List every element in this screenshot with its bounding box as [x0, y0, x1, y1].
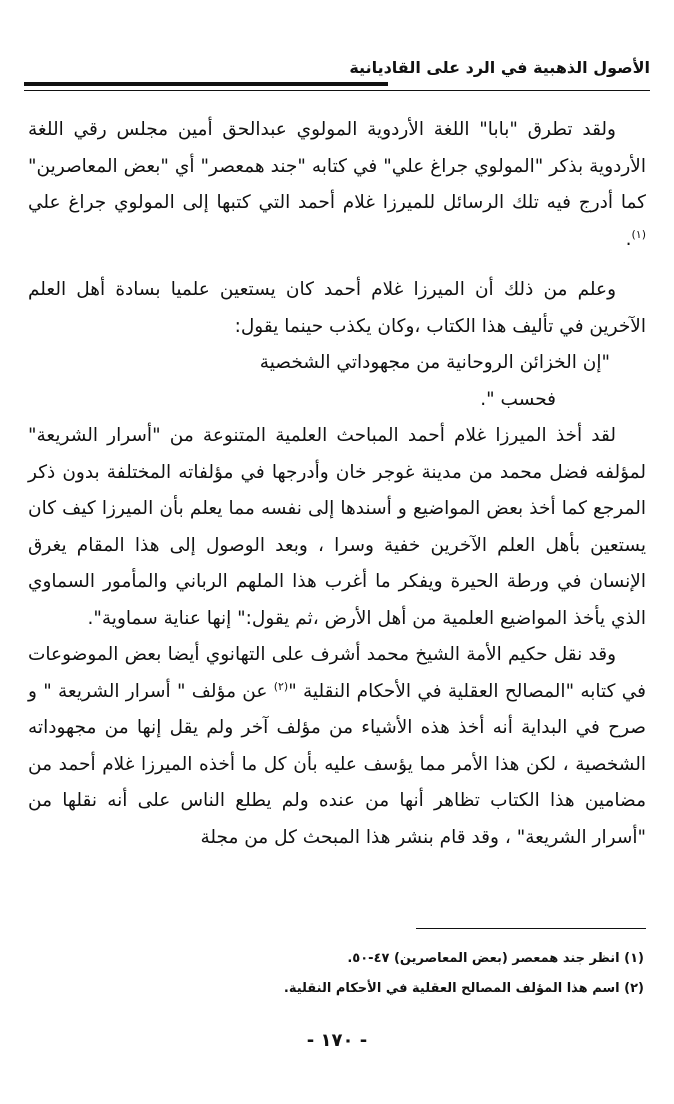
paragraph-1-text: ولقد تطرق "بابا" اللغة الأردوية المولوي عبدالحق أمين مجلس رقي اللغة الأردوية بذكر "المولوي جراغ علي" في كتابه "جند همعصر" أي "بعض المعاصرين" كما أدرج فيه تلك الرسائل للميرزا غلام أحمد التي كتبها إلى المولوي جراغ علي	[28, 119, 646, 213]
header-rule-thin	[24, 90, 650, 91]
paragraph-1: ولقد تطرق "بابا" اللغة الأردوية المولوي عبدالحق أمين مجلس رقي اللغة الأردوية بذكر "المولوي جراغ علي" في كتابه "جند همعصر" أي "بعض المعاصرين" كما أدرج فيه تلك الرسائل للميرزا غلام أحمد التي كتبها إلى المولوي جراغ علي $^{(١)}$.	[28, 119, 646, 250]
paragraph-4-text-b: عن مؤلف " أسرار الشريعة " و صرح في البداية أنه أخذ هذه الأشياء من مؤلف آخر ولم يقل إنها من مجهوداته الشخصية ، لكن هذا الأمر مما يؤسف عليه بأن كل ما أخذه الميرزا غلام أحمد من مضامين هذا الكتاب تظاهر أنها من عنده ولم يطلع الناس على أنه نقلها من "أسرار الشريعة" ، وقد قام بنشر هذا المبحث كل من مجلة	[28, 680, 646, 848]
body-text	[28, 112, 646, 856]
footnote-1: (١) انظر جند همعصر (بعض المعاصرين) ٤٧-٥٠.	[347, 951, 644, 966]
footnote-ref-2: (٢)	[273, 679, 289, 693]
paragraph-2: وعلم من ذلك أن الميرزا غلام أحمد كان يستعين علميا بسادة أهل العلم الآخرين في تأليف هذا الكتاب ،وكان يكذب حينما يقول:	[28, 279, 646, 337]
footnote-ref-1: (١)	[631, 227, 646, 241]
paragraph-4	[28, 637, 646, 856]
book-title: الأصول الذهبية في الرد على القاديانية	[349, 58, 650, 77]
quote-line-1: "إن الخزائن الروحانية من مجهوداتي الشخصية	[259, 352, 610, 373]
header-rule-thick	[24, 82, 388, 86]
paragraph-3: لقد أخذ الميرزا غلام أحمد المباحث العلمية المتنوعة من "أسرار الشريعة" لمؤلفه فضل محمد من مدينة غوجر خان وأدرجها في مؤلفاته المختلفة بدون ذكر المرجع كما أخذ بعض المواضيع و أسندها إلى نفسه مما يعلم بأن الميرزا كيف كان يستعين بأهل العلم الآخرين خفية وسرا ، وبعد الوصول إلى هذا المقام يغرق الإنسان في ورطة الحيرة ويفكر ما أغرب هذا الملهم الرباني والمأمور السماوي الذي يأخذ المواضيع العلمية من أهل الأرض ،ثم يقول:" إنها عناية سماوية".	[28, 425, 646, 629]
running-header	[24, 58, 650, 88]
footnote-2: (٢) اسم هذا المؤلف المصالح العقلية في الأحكام النقلية.	[283, 981, 644, 996]
footnote-divider	[416, 928, 646, 929]
paragraph-4-text-a: وقد نقل حكيم الأمة الشيخ محمد أشرف على التهانوي أيضا بعض الموضوعات في كتابه "المصالح العقلية في الأحكام النقلية "	[28, 644, 646, 702]
footnotes	[30, 944, 644, 1004]
page-number: - ١٧٠ -	[306, 1030, 368, 1051]
quote-line-2: فحسب ".	[480, 388, 556, 410]
